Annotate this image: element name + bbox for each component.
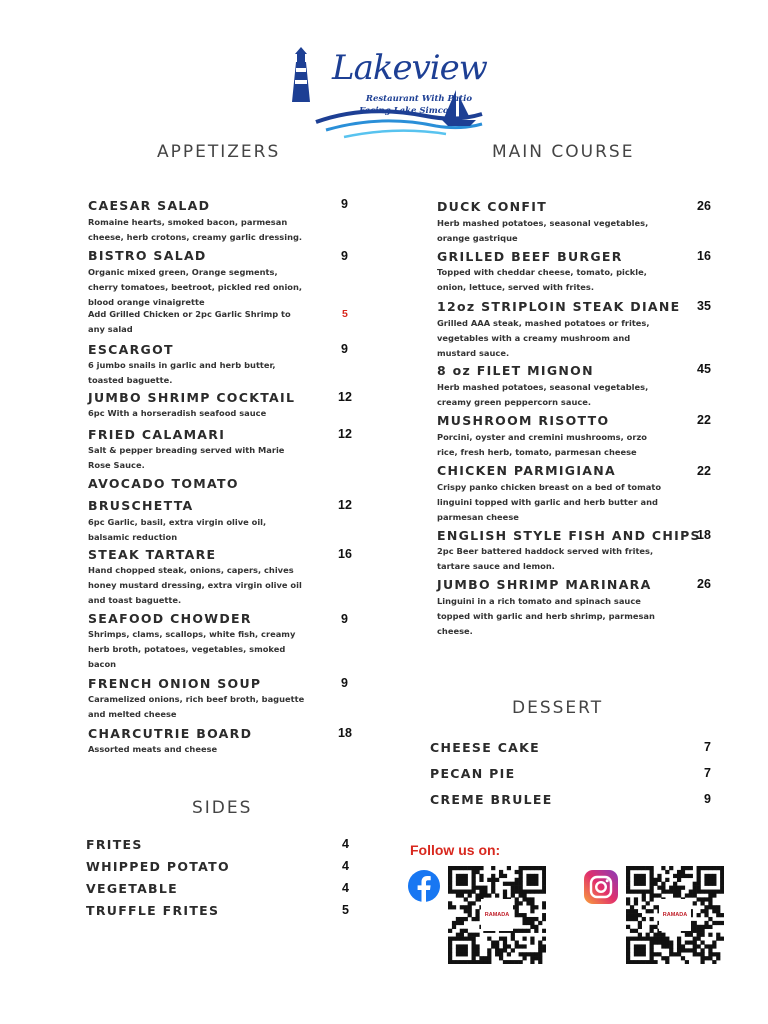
main-course-heading: MAIN COURSE bbox=[492, 142, 635, 162]
menu-item-desc: Shrimps, clams, scallops, white fish, creamy herb broth, potatoes, vegetables, smoked bacon bbox=[88, 629, 296, 669]
menu-item-name: CHICKEN PARMIGIANA bbox=[437, 463, 617, 478]
menu-item-price: 9 bbox=[704, 792, 711, 806]
restaurant-logo bbox=[286, 44, 486, 142]
menu-item-name: AVOCADO TOMATO bbox=[88, 476, 239, 491]
brand-tagline-2: Facing Lake Simcoe bbox=[359, 106, 454, 116]
menu-item-desc: Organic mixed green, Orange segments, cherry tomatoes, beetroot, pickled red onion, blood orange vinaigrette bbox=[88, 267, 303, 307]
menu-item-name: FRITES bbox=[86, 837, 143, 852]
menu-item-name: FRENCH ONION SOUP bbox=[88, 676, 262, 691]
menu-item-name: GRILLED BEEF BURGER bbox=[437, 249, 623, 264]
qr-center-logo: RAMADA bbox=[659, 899, 691, 931]
menu-item-desc: 6 jumbo snails in garlic and herb butter, toasted baguette. bbox=[88, 360, 276, 385]
menu-item-price: 9 bbox=[341, 197, 348, 211]
menu-item-name: MUSHROOM RISOTTO bbox=[437, 413, 610, 428]
menu-item-name: STEAK TARTARE bbox=[88, 547, 217, 562]
menu-item-desc: Assorted meats and cheese bbox=[88, 744, 218, 754]
brand-tagline-1: Restaurant With Patio bbox=[365, 94, 472, 104]
brand-name: Lakeview bbox=[332, 48, 487, 88]
menu-item-name: TRUFFLE FRITES bbox=[86, 903, 220, 918]
salad-addon-note: Add Grilled Chicken or 2pc Garlic Shrimp to any salad bbox=[88, 309, 291, 334]
menu-item-name: ESCARGOT bbox=[88, 342, 174, 357]
menu-item-price: 4 bbox=[342, 837, 349, 851]
menu-item-desc: Herb mashed potatoes, seasonal vegetables, creamy green peppercorn sauce. bbox=[437, 382, 649, 407]
menu-item-desc: Grilled AAA steak, mashed potatoes or frites, vegetables with a creamy mushroom and mustard sauce. bbox=[437, 318, 650, 358]
menu-item-desc: Topped with cheddar cheese, tomato, pickle, onion, lettuce, served with frites. bbox=[437, 267, 647, 292]
menu-item-desc: Herb mashed potatoes, seasonal vegetables, orange gastrique bbox=[437, 218, 649, 243]
menu-item-price: 22 bbox=[697, 413, 711, 427]
sides-heading: SIDES bbox=[192, 798, 253, 818]
menu-item-desc: Caramelized onions, rich beef broth, baguette and melted cheese bbox=[88, 694, 305, 719]
facebook-icon[interactable] bbox=[408, 870, 440, 902]
menu-item-price: 12 bbox=[338, 427, 352, 441]
menu-item-price: 9 bbox=[341, 676, 348, 690]
menu-item-name: CHARCUTRIE BOARD bbox=[88, 726, 253, 741]
menu-item-name: PECAN PIE bbox=[430, 766, 516, 781]
menu-item-price: 9 bbox=[341, 342, 348, 356]
menu-item-name: CREME BRULEE bbox=[430, 792, 553, 807]
facebook-qr-code[interactable] bbox=[448, 866, 546, 964]
menu-item-price: 16 bbox=[338, 547, 352, 561]
qr-center-logo: RAMADA bbox=[481, 899, 513, 931]
menu-item-price: 18 bbox=[697, 528, 711, 542]
menu-item-price: 12 bbox=[338, 390, 352, 404]
menu-item-desc: Crispy panko chicken breast on a bed of tomato linguini topped with garlic and herb butter and parmesan cheese bbox=[437, 482, 662, 522]
menu-item-name: CHEESE CAKE bbox=[430, 740, 540, 755]
menu-item-desc: Romaine hearts, smoked bacon, parmesan cheese, herb crotons, creamy garlic dressing. bbox=[88, 217, 303, 242]
menu-item-price: 26 bbox=[697, 577, 711, 591]
menu-item-desc: Hand chopped steak, onions, capers, chives honey mustard dressing, extra virgin olive oil and toast baguette. bbox=[88, 565, 302, 605]
follow-us-label: Follow us on: bbox=[410, 842, 501, 858]
menu-item-price: 16 bbox=[697, 249, 711, 263]
menu-item-name: BRUSCHETTA bbox=[88, 498, 194, 513]
menu-item-name: SEAFOOD CHOWDER bbox=[88, 611, 252, 626]
menu-item-price: 7 bbox=[704, 766, 711, 780]
appetizers-heading: APPETIZERS bbox=[157, 142, 281, 162]
menu-item-name: 12oz STRIPLOIN STEAK DIANE bbox=[437, 299, 681, 314]
menu-item-price: 45 bbox=[697, 362, 711, 376]
menu-item-name: JUMBO SHRIMP MARINARA bbox=[437, 577, 652, 592]
salad-addon-price: 5 bbox=[342, 308, 348, 320]
menu-item-price: 5 bbox=[342, 903, 349, 917]
menu-item-desc: Linguini in a rich tomato and spinach sauce topped with garlic and herb shrimp, parmesan cheese. bbox=[437, 596, 655, 636]
menu-item-desc: 6pc Garlic, basil, extra virgin olive oil, balsamic reduction bbox=[88, 517, 267, 542]
menu-item-name: ENGLISH STYLE FISH AND CHIPS bbox=[437, 528, 701, 543]
menu-item-name: CAESAR SALAD bbox=[88, 198, 211, 213]
menu-item-desc: 6pc With a horseradish seafood sauce bbox=[88, 408, 267, 418]
menu-item-price: 4 bbox=[342, 881, 349, 895]
menu-item-desc: Porcini, oyster and cremini mushrooms, orzo rice, fresh herb, tomato, parmesan cheese bbox=[437, 432, 647, 457]
menu-item-price: 35 bbox=[697, 299, 711, 313]
menu-item-name: FRIED CALAMARI bbox=[88, 427, 226, 442]
menu-item-price: 7 bbox=[704, 740, 711, 754]
menu-item-name: VEGETABLE bbox=[86, 881, 178, 896]
menu-item-name: 8 oz FILET MIGNON bbox=[437, 363, 594, 378]
menu-item-price: 4 bbox=[342, 859, 349, 873]
menu-item-desc: Salt & pepper breading served with Marie Rose Sauce. bbox=[88, 445, 285, 470]
menu-item-price: 22 bbox=[697, 464, 711, 478]
menu-item-price: 12 bbox=[338, 498, 352, 512]
instagram-qr-code[interactable] bbox=[626, 866, 724, 964]
instagram-icon[interactable] bbox=[584, 870, 618, 904]
menu-item-price: 26 bbox=[697, 199, 711, 213]
menu-item-name: JUMBO SHRIMP COCKTAIL bbox=[88, 390, 296, 405]
menu-item-price: 18 bbox=[338, 726, 352, 740]
menu-item-name: DUCK CONFIT bbox=[437, 199, 548, 214]
menu-item-name: BISTRO SALAD bbox=[88, 248, 207, 263]
dessert-heading: DESSERT bbox=[512, 698, 604, 718]
menu-item-desc: 2pc Beer battered haddock served with frites, tartare sauce and lemon. bbox=[437, 546, 654, 571]
menu-item-price: 9 bbox=[341, 249, 348, 263]
menu-item-name: WHIPPED POTATO bbox=[86, 859, 230, 874]
menu-item-price: 9 bbox=[341, 612, 348, 626]
